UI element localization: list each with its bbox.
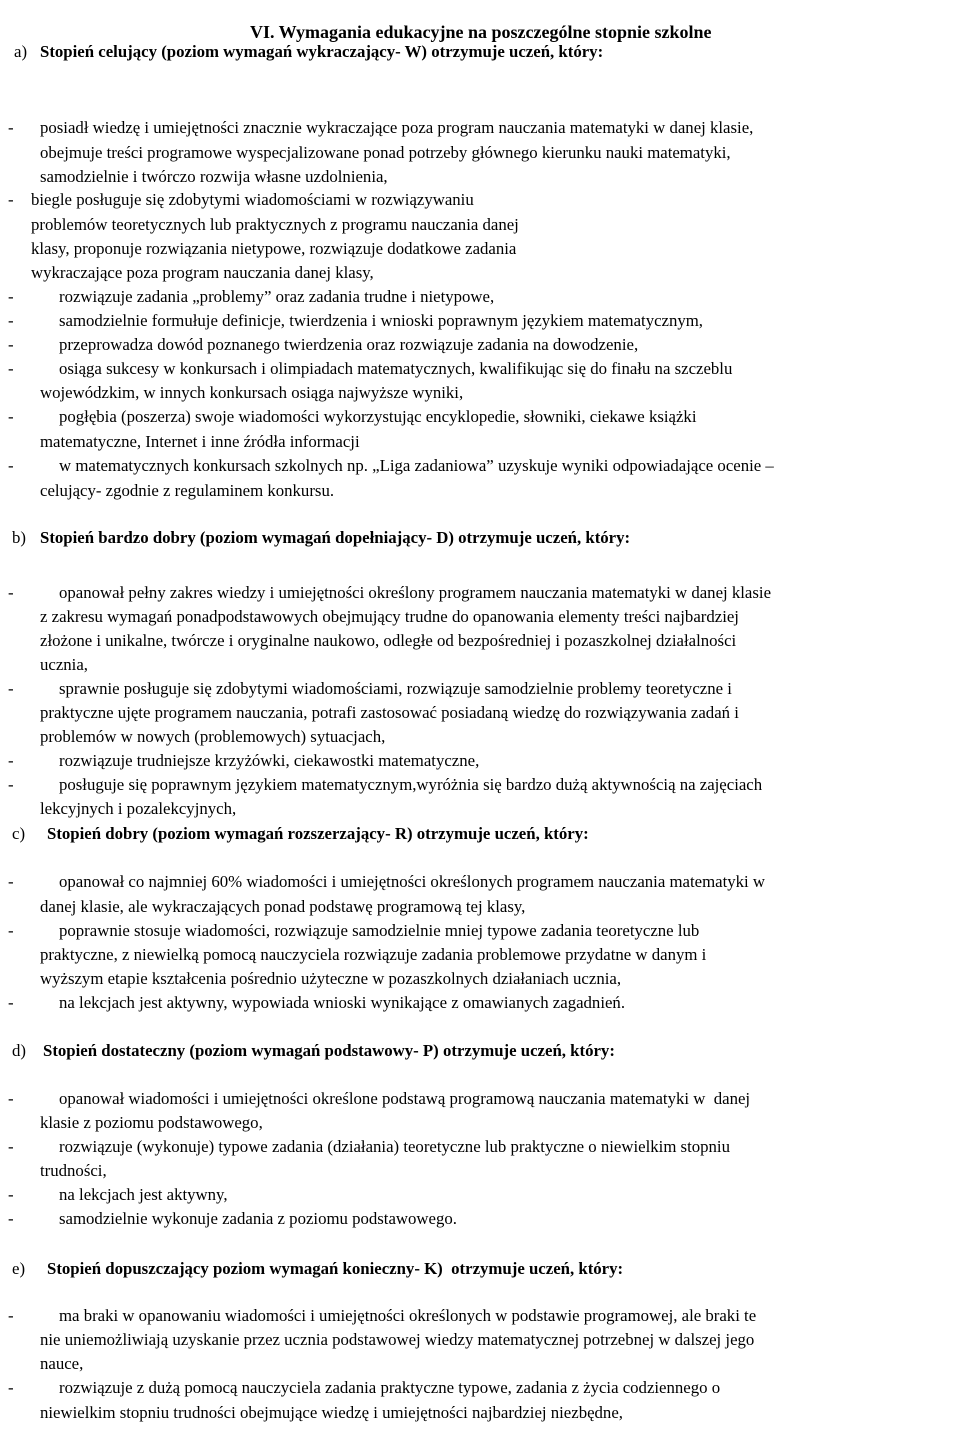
requirement-line: opanował wiadomości i umiejętności określone podstawą programową nauczania matematyki w danej (59, 1089, 751, 1108)
bullet-dash: - (8, 993, 14, 1012)
section-letter: d) (12, 1041, 26, 1060)
bullet-dash: - (8, 679, 14, 698)
requirement-line: sprawnie posługuje się zdobytymi wiadomościami, rozwiązuje samodzielnie problemy teoretyczne i (59, 679, 732, 698)
bullet-dash: - (8, 921, 14, 940)
requirement-line: ucznia, (40, 655, 88, 674)
requirement-line: w matematycznych konkursach szkolnych np. „Liga zadaniowa” uzyskuje wyniki odpowiadające ocenie – (59, 456, 774, 475)
requirement-line: opanował pełny zakres wiedzy i umiejętności określony programem nauczania matematyki w danej klasie (59, 583, 772, 602)
bullet-dash: - (8, 1378, 14, 1397)
section-grade-title: Stopień celujący (poziom wymagań wykraczający- W) otrzymuje uczeń, który: (40, 42, 604, 61)
section-heading-suffix: otrzymuje uczeń, który: (427, 42, 604, 61)
section-heading (12, 1041, 615, 1060)
requirement-line: praktyczne, z niewielką pomocą nauczyciela rozwiązuje zadania problemowe przydatne w danym i (40, 945, 707, 964)
requirement-line: klasie z poziomu podstawowego, (40, 1113, 263, 1132)
section-heading-suffix: otrzymuje uczeń, który: (438, 1041, 615, 1060)
bullet-dash: - (8, 1137, 14, 1156)
section-heading-suffix: otrzymuje uczeń, który: (453, 528, 631, 547)
bullet-dash: - (8, 1185, 14, 1204)
section-letter: e) (12, 1259, 26, 1278)
requirement-line: na lekcjach jest aktywny, wypowiada wnioski wynikające z omawianych zagadnień. (59, 993, 626, 1012)
section-grade-title: Stopień dobry (poziom wymagań rozszerzający- R) otrzymuje uczeń, który: (47, 824, 589, 843)
requirement-line: praktyczne ujęte programem nauczania, potrafi zastosować posiadaną wiedzę do rozwiązywania zadań i (40, 703, 739, 722)
requirement-line: niewielkim stopniu trudności obejmujące wiedzę i umiejętności najbardziej niezbędne, (40, 1403, 623, 1422)
bullet-dash: - (8, 311, 14, 330)
requirement-line: nauce, (40, 1354, 84, 1373)
bullet-dash: - (8, 751, 14, 770)
bullet-dash: - (8, 1306, 14, 1325)
section-grade-title: Stopień bardzo dobry (poziom wymagań dopełniający- D) otrzymuje uczeń, który: (40, 528, 631, 547)
section-heading (14, 42, 604, 61)
requirement-line: lekcyjnych i pozalekcyjnych, (40, 799, 237, 818)
section-letter: b) (12, 528, 26, 547)
bullet-dash: - (8, 190, 14, 209)
requirement-line: danej klasie, ale wykraczających ponad podstawę programową tej klasy, (40, 897, 526, 916)
requirement-line: pogłębia (poszerza) swoje wiadomości wykorzystując encyklopedie, słowniki, ciekawe książki (59, 407, 697, 426)
bullet-dash: - (8, 456, 14, 475)
bullet-dash: - (8, 583, 14, 602)
requirement-line: samodzielnie i twórczo rozwija własne uzdolnienia, (40, 167, 388, 186)
requirement-line: klasy, proponuje rozwiązania nietypowe, rozwiązuje dodatkowe zadania (31, 239, 517, 258)
bullet-dash: - (8, 1209, 14, 1228)
requirement-line: opanował co najmniej 60% wiadomości i umiejętności określonych programem nauczania matematyki w (59, 872, 766, 891)
requirement-line: wyższym etapie kształcenia pośrednio użyteczne w pozaszkolnych działaniach ucznia, (40, 969, 622, 988)
requirement-line: nie uniemożliwiają uzyskanie przez ucznia podstawowej wiedzy matematycznej potrzebnej w dalszej jego (40, 1330, 755, 1349)
bullet-dash: - (8, 407, 14, 426)
bullet-dash: - (8, 359, 14, 378)
requirement-line: osiąga sukcesy w konkursach i olimpiadach matematycznych, kwalifikując się do finału na szczeblu (59, 359, 733, 378)
bullet-dash: - (8, 287, 14, 306)
requirement-line: celujący- zgodnie z regulaminem konkursu. (40, 481, 335, 500)
requirement-line: samodzielnie wykonuje zadania z poziomu podstawowego. (59, 1209, 457, 1228)
requirement-line: poprawnie stosuje wiadomości, rozwiązuje samodzielnie mniej typowe zadania teoretyczne lub (59, 921, 700, 940)
section-heading (12, 528, 631, 547)
bullet-dash: - (8, 118, 14, 137)
requirement-line: matematyczne, Internet i inne źródła informacji (40, 432, 360, 451)
section-grade-title: Stopień dopuszczający poziom wymagań konieczny- K) otrzymuje uczeń, który: (47, 1259, 624, 1278)
bullet-dash: - (8, 775, 14, 794)
requirement-line: rozwiązuje zadania „problemy” oraz zadania trudne i nietypowe, (59, 287, 495, 306)
requirement-line: z zakresu wymagań ponadpodstawowych obejmujący trudne do opanowania elementy treści najbardziej (40, 607, 739, 626)
requirement-line: biegle posługuje się zdobytymi wiadomościami w rozwiązywaniu (31, 190, 474, 209)
requirement-line: na lekcjach jest aktywny, (59, 1185, 228, 1204)
requirement-line: trudności, (40, 1161, 107, 1180)
requirement-line: posiadł wiedzę i umiejętności znacznie wykraczające poza program nauczania matematyki w danej klasie, (40, 118, 754, 137)
requirement-line: posługuje się poprawnym językiem matematycznym,wyróżnia się bardzo dużą aktywnością na zajęciach (59, 775, 763, 794)
requirement-line: samodzielnie formułuje definicje, twierdzenia i wnioski poprawnym językiem matematycznym, (59, 311, 704, 330)
requirement-line: obejmuje treści programowe wyspecjalizowane ponad potrzeby głównego kierunku nauki matematyki, (40, 143, 731, 162)
section-heading (12, 1259, 624, 1278)
requirement-line: ma braki w opanowaniu wiadomości i umiejętności określonych w podstawie programowej, ale braki te (59, 1306, 757, 1325)
requirement-line: rozwiązuje (wykonuje) typowe zadania (działania) teoretyczne lub praktyczne o niewielkim stopniu (59, 1137, 730, 1156)
section-letter: a) (14, 42, 28, 61)
title-text: VI. Wymagania edukacyjne na poszczególne stopnie szkolne (250, 22, 712, 42)
requirement-line: rozwiązuje trudniejsze krzyżówki, ciekawostki matematyczne, (59, 751, 480, 770)
section-heading-suffix: otrzymuje uczeń, który: (412, 824, 589, 843)
section-letter: c) (12, 824, 26, 843)
section-heading (12, 824, 589, 843)
requirement-line: problemów w nowych (problemowych) sytuacjach, (40, 727, 386, 746)
requirement-line: wojewódzkim, w innych konkursach osiąga najwyższe wyniki, (40, 383, 464, 402)
section-grade-title: Stopień dostateczny (poziom wymagań podstawowy- P) otrzymuje uczeń, który: (43, 1041, 615, 1060)
requirement-line: rozwiązuje z dużą pomocą nauczyciela zadania praktyczne typowe, zadania z życia codziennego o (59, 1378, 721, 1397)
requirement-line: wykraczające poza program nauczania danej klasy, (31, 263, 374, 282)
requirement-line: przeprowadza dowód poznanego twierdzenia oraz rozwiązuje zadania na dowodzenie, (59, 335, 639, 354)
requirement-line: problemów teoretycznych lub praktycznych z programu nauczania danej (31, 215, 519, 234)
section-heading-suffix: otrzymuje uczeń, który: (442, 1259, 624, 1278)
bullet-dash: - (8, 872, 14, 891)
bullet-dash: - (8, 1089, 14, 1108)
bullet-dash: - (8, 335, 14, 354)
requirement-line: złożone i unikalne, twórcze i oryginalne naukowo, odległe od bezpośredniej i pozaszkolnej działalności (40, 631, 737, 650)
